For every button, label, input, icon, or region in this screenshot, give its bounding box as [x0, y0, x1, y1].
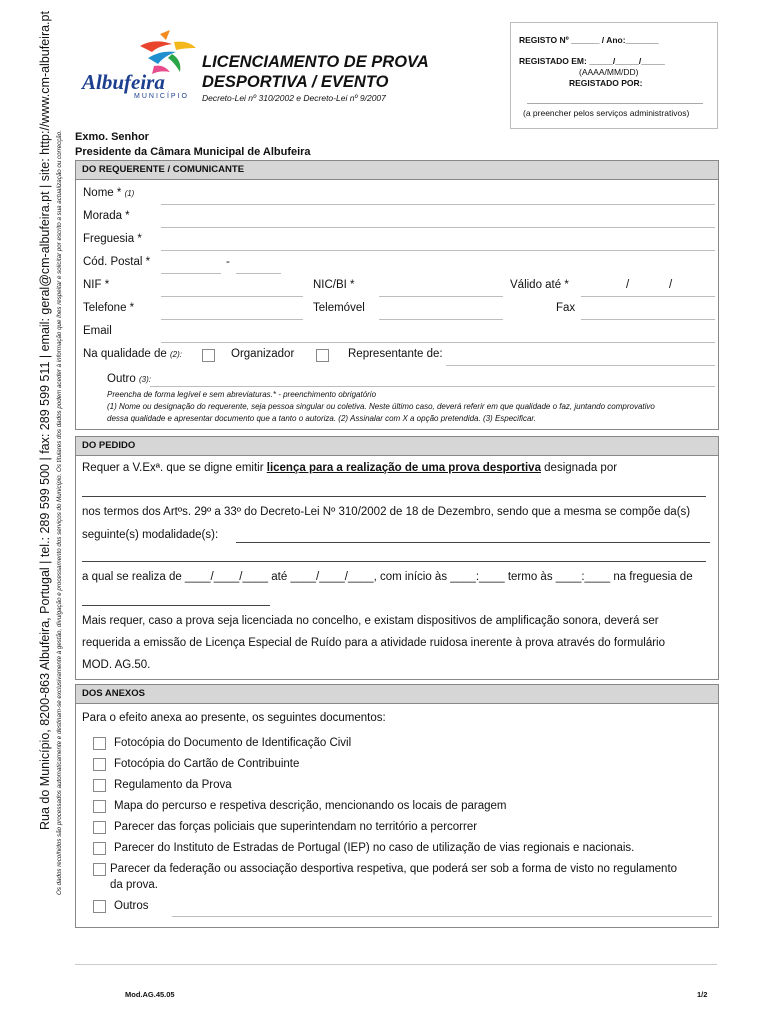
- nif-label: NIF *: [83, 279, 110, 291]
- anexo-checkbox[interactable]: [93, 863, 106, 876]
- anexo-checkbox[interactable]: [93, 800, 106, 813]
- outros-field[interactable]: [172, 916, 712, 917]
- qualidade-label: Na qualidade de (2):: [83, 348, 182, 360]
- section-pedido: [75, 436, 719, 680]
- freguesia-prova-field[interactable]: [82, 605, 270, 606]
- footer-divider: [75, 964, 717, 965]
- nome-label: Nome * (1): [83, 187, 135, 199]
- email-label: Email: [83, 325, 112, 337]
- note-fill: Preencha de forma legível e sem abreviaturas.* - preenchimento obrigatório: [107, 390, 377, 399]
- nif-field[interactable]: [161, 296, 303, 297]
- page-number: 1/2: [697, 990, 708, 999]
- cod-postal-dash: -: [226, 256, 230, 268]
- anexo-checkbox[interactable]: [93, 737, 106, 750]
- registry-date-format: (AAAA/MM/DD): [579, 67, 639, 77]
- telemovel-field[interactable]: [379, 319, 503, 320]
- section-anexos: [75, 684, 719, 928]
- form-code: Mod.AG.45.05: [125, 990, 175, 999]
- section-heading: DO REQUERENTE / COMUNICANTE: [76, 161, 718, 180]
- cod-postal-label: Cód. Postal *: [83, 256, 151, 268]
- anexo-checkbox[interactable]: [93, 821, 106, 834]
- pedido-line-2: nos termos dos Artºs. 29º a 33º do Decreto-Lei Nº 310/2002 de 18 de Dezembro, sendo que a mesma se compõe da(s): [82, 506, 691, 518]
- fax-field[interactable]: [581, 319, 715, 320]
- anexo-item: Fotocópia do Documento de Identificação Civil: [114, 737, 352, 749]
- anexo-checkbox[interactable]: [93, 779, 106, 792]
- outro-field[interactable]: [150, 386, 715, 387]
- anexo-item: Mapa do percurso e respetiva descrição, mencionando os locais de paragem: [114, 800, 507, 812]
- telefone-label: Telefone *: [83, 302, 135, 314]
- logo-word: Albufeira: [82, 70, 165, 94]
- cod-postal-field-2[interactable]: [236, 273, 281, 274]
- addressee: [75, 130, 311, 160]
- modalidade-field-2[interactable]: [82, 561, 706, 562]
- representante-field[interactable]: [446, 365, 715, 366]
- anexo-item: Outros: [114, 900, 149, 912]
- anexo-item: Parecer das forças policiais que superintendam no território a percorrer: [114, 821, 478, 833]
- anexo-checkbox[interactable]: [93, 842, 106, 855]
- note-2: dessa qualidade e apresentar documento que a tanto o autoriza. (2) Assinalar com X a opção pretendida. (3) Especificar.: [107, 414, 536, 423]
- addressee-line-1: Exmo. Senhor: [75, 131, 149, 143]
- section-heading: DO PEDIDO: [76, 437, 718, 456]
- anexo-item: Parecer da federação ou associação desportiva respetiva, que poderá ser sob a forma de visto no regulamento: [110, 863, 678, 875]
- anexo-item: Parecer do Instituto de Estradas de Portugal (IEP) no caso de utilização de vias regionais e nacionais.: [114, 842, 635, 854]
- nic-field[interactable]: [379, 296, 503, 297]
- valido-label: Válido até *: [510, 279, 569, 291]
- section-heading: DOS ANEXOS: [76, 685, 718, 704]
- fax-label: Fax: [556, 302, 576, 314]
- title-line-1: LICENCIAMENTO DE PROVA: [202, 53, 429, 71]
- pedido-line-1: Requer a V.Exª. que se digne emitir licença para a realização de uma prova desportiva designada por: [82, 462, 618, 474]
- registry-note: (a preencher pelos serviços administrativos): [523, 108, 690, 118]
- morada-field[interactable]: [161, 227, 715, 228]
- anexo-item: Regulamento da Prova: [114, 779, 232, 791]
- modalidade-field[interactable]: [236, 542, 710, 543]
- nic-label: NIC/BI *: [313, 279, 355, 291]
- freguesia-field[interactable]: [161, 250, 715, 251]
- anexo-item: Fotocópia do Cartão de Contribuinte: [114, 758, 300, 770]
- decree-reference: Decreto-Lei nº 310/2002 e Decreto-Lei nº 9/2007: [202, 93, 386, 103]
- pedido-line-4: a qual se realiza de ____/____/____ até ____/____/____, com início às ____:____ termo às ____:____ na freguesia de: [82, 571, 693, 583]
- logo-subtitle: MUNICÍPIO: [134, 93, 189, 100]
- anexos-intro: Para o efeito anexa ao presente, os seguintes documentos:: [82, 712, 386, 724]
- morada-label: Morada *: [83, 210, 130, 222]
- designacao-field[interactable]: [82, 496, 706, 497]
- freguesia-label: Freguesia *: [83, 233, 142, 245]
- note-1: (1) Nome ou designação do requerente, seja pessoa singular ou coletiva. Neste último caso, deverá referir em que qualidade o faz, juntando comprovativo: [107, 402, 655, 411]
- title-line-2: DESPORTIVA / EVENTO: [202, 73, 389, 91]
- addressee-line-2: Presidente da Câmara Municipal de Albufeira: [75, 146, 311, 158]
- date-slash-1: /: [626, 279, 630, 291]
- sidebar-address: Rua do Município, 8200-863 Albufeira, Portugal | tel.: 289 599 500 | fax: 289 599 511 | email: geral@cm-albufeira.pt | site: http://www.cm-albufeira.pt: [38, 11, 52, 830]
- pedido-line-3: seguinte(s) modalidade(s):: [82, 529, 219, 541]
- registry-box: [510, 22, 718, 129]
- form-title: [202, 52, 429, 92]
- nome-field[interactable]: [161, 204, 715, 205]
- telemovel-label: Telemóvel: [313, 302, 365, 314]
- organizador-checkbox[interactable]: [202, 349, 215, 362]
- pedido-line-7: MOD. AG.50.: [82, 659, 151, 671]
- cod-postal-field-1[interactable]: [161, 273, 221, 274]
- representante-label: Representante de:: [348, 348, 443, 360]
- pedido-line-5: Mais requer, caso a prova seja licenciada no concelho, e existam dispositivos de amplificação sonora, deverá ser: [82, 615, 659, 627]
- registry-signature-line: [527, 103, 703, 104]
- outro-label: Outro (3):: [107, 373, 151, 385]
- representante-checkbox[interactable]: [316, 349, 329, 362]
- sidebar-privacy: Os dados recolhidos são processados automaticamente e destinam-se exclusivamente à gestão, divulgação e processamento dos serviços do Município. Os titulares dos dados podem aceder à informação que lhes respeitar e solicitar por escrito a sua actualização ou correcção.: [56, 130, 63, 895]
- anexo-item-continued: da prova.: [110, 879, 158, 891]
- valido-field[interactable]: [581, 296, 715, 297]
- registry-date: REGISTADO EM: _____/_____/_____: [519, 56, 665, 66]
- telefone-field[interactable]: [161, 319, 303, 320]
- anexo-checkbox[interactable]: [93, 900, 106, 913]
- anexo-checkbox[interactable]: [93, 758, 106, 771]
- registry-number: REGISTO Nº ______ / Ano:_______: [519, 35, 659, 45]
- date-slash-2: /: [669, 279, 673, 291]
- registry-by: REGISTADO POR:: [569, 78, 643, 88]
- pedido-line-6: requerida a emissão de Licença Especial de Ruído para a atividade ruidosa inerente à prova através do formulário: [82, 637, 666, 649]
- section-requerente: [75, 160, 719, 430]
- email-field[interactable]: [161, 342, 715, 343]
- organizador-label: Organizador: [231, 348, 295, 360]
